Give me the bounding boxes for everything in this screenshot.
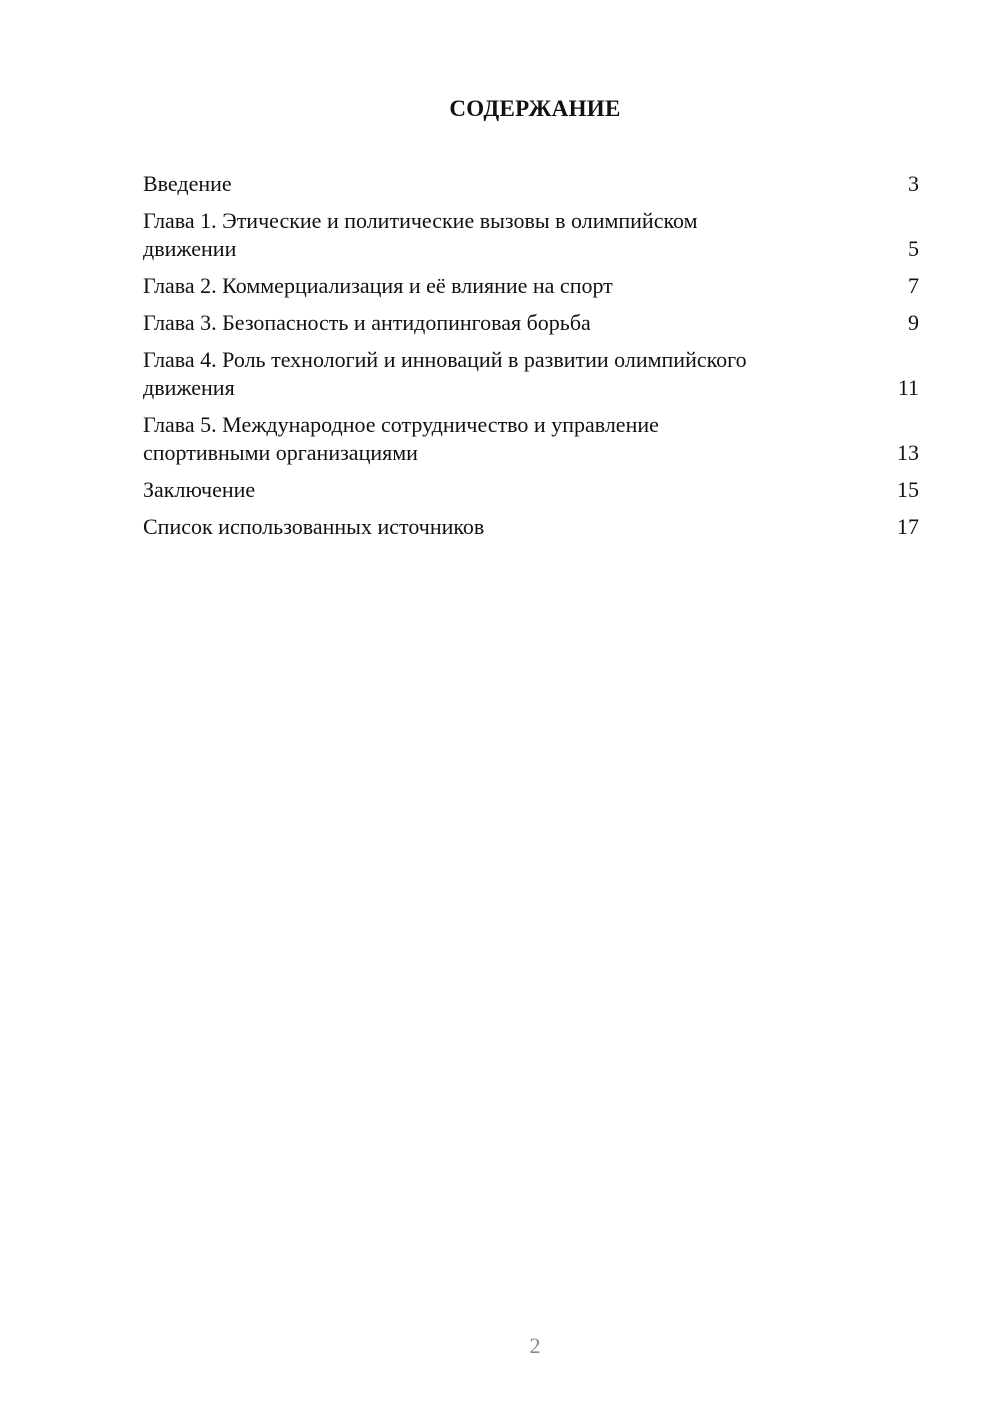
toc-entry-chapter-3[interactable] [143, 309, 919, 337]
toc-entry-text: Глава 3. Безопасность и антидопинговая борьба [143, 310, 591, 335]
toc-entry-chapter-2[interactable] [143, 272, 919, 300]
toc-entry-page: 9 [908, 310, 919, 335]
table-of-contents [143, 170, 919, 550]
toc-entry-chapter-4[interactable] [143, 346, 919, 402]
toc-entry-chapter-1[interactable] [143, 207, 919, 263]
toc-entry-page: 15 [897, 477, 919, 502]
toc-entry-conclusion[interactable] [143, 476, 919, 504]
toc-entry-page: 5 [908, 236, 919, 261]
toc-entry-page: 13 [897, 440, 919, 465]
toc-entry-introduction[interactable] [143, 170, 919, 198]
toc-entry-text: Глава 5. Международное сотрудничество и управление спортивными организациями [143, 412, 659, 465]
toc-entry-chapter-5[interactable] [143, 411, 919, 467]
toc-entry-text: Введение [143, 171, 232, 196]
page-title: СОДЕРЖАНИЕ [449, 96, 621, 121]
toc-entry-page: 3 [908, 171, 919, 196]
toc-entry-references[interactable] [143, 513, 919, 541]
toc-entry-text: Глава 4. Роль технологий и инноваций в развитии олимпийского движения [143, 347, 747, 400]
toc-entry-text: Список использованных источников [143, 514, 485, 539]
toc-entry-page: 17 [897, 514, 919, 539]
toc-entry-text: Глава 2. Коммерциализация и её влияние на спорт [143, 273, 613, 298]
toc-entry-text: Глава 1. Этические и политические вызовы в олимпийском движении [143, 208, 698, 261]
toc-entry-page: 11 [897, 375, 919, 400]
toc-entry-page: 7 [908, 273, 919, 298]
page-number: 2 [529, 1333, 541, 1358]
toc-entry-text: Заключение [143, 477, 256, 502]
